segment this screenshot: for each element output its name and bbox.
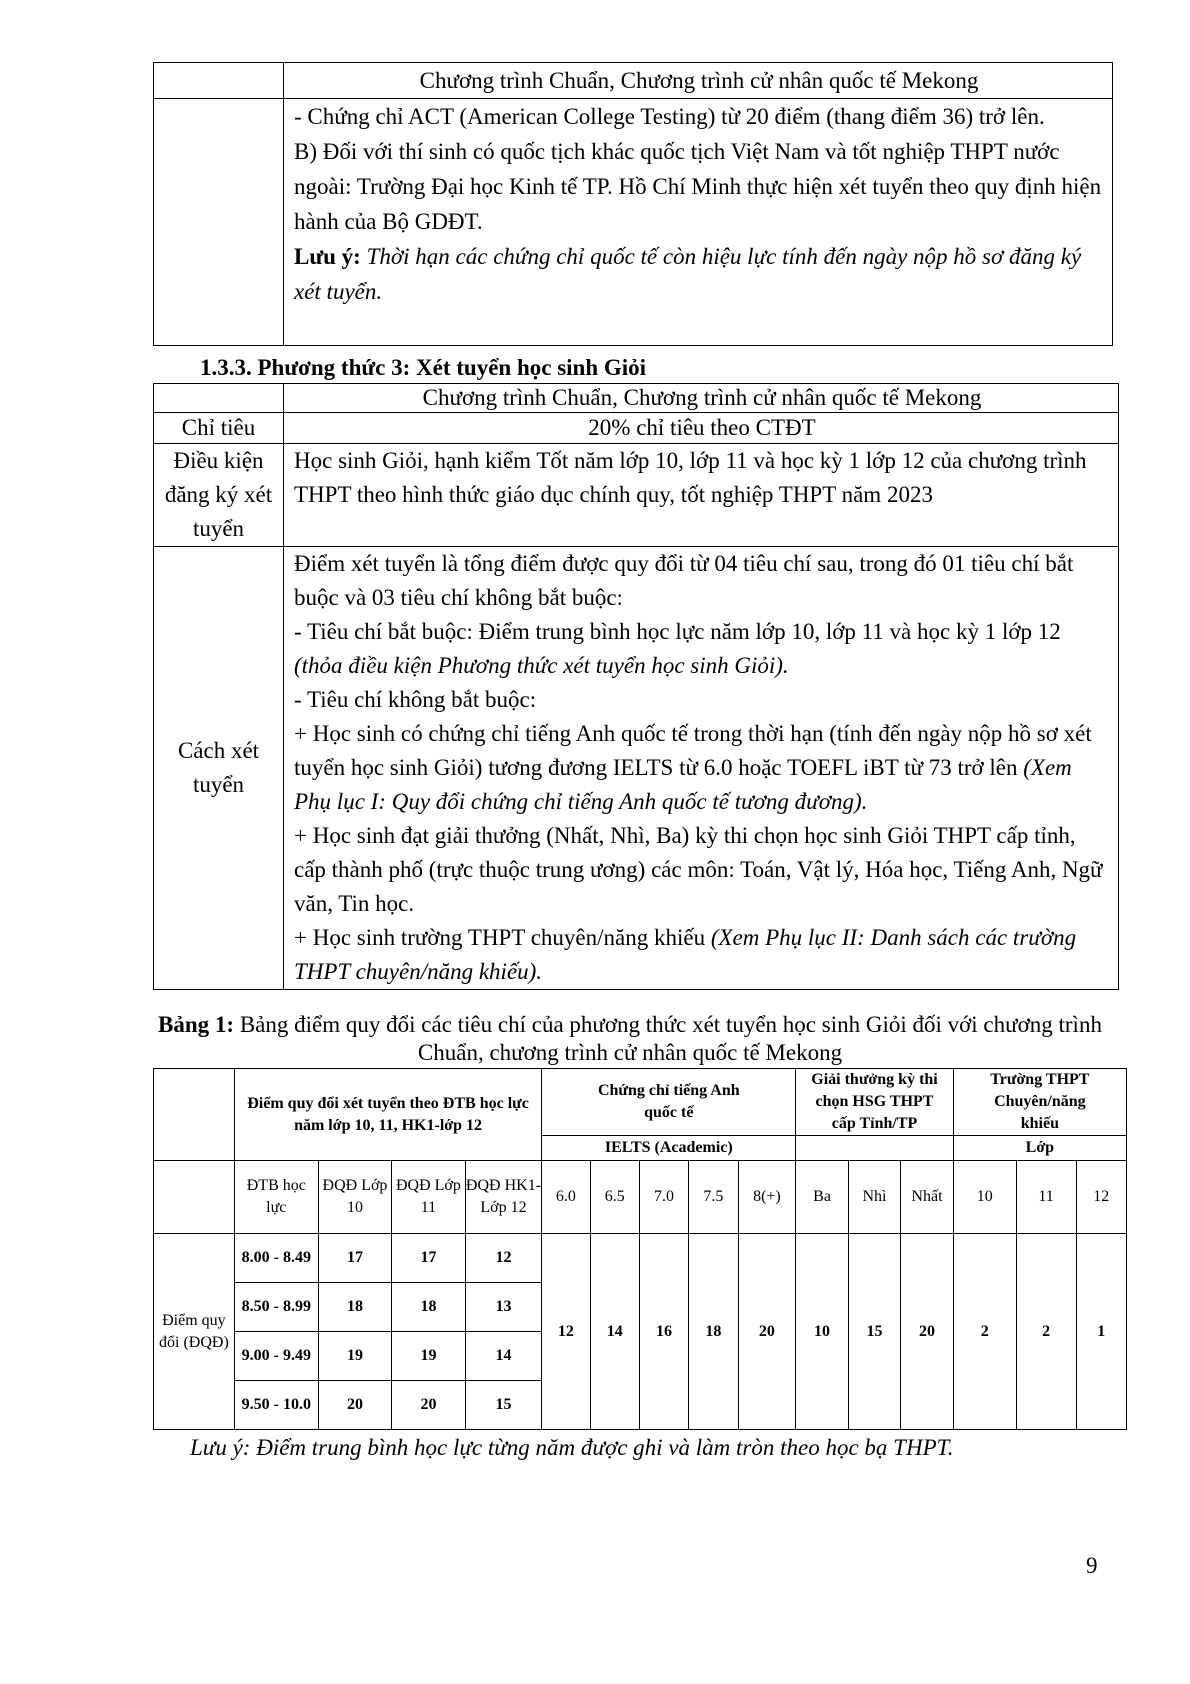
gpa-range: 8.50 - 8.99: [234, 1283, 318, 1332]
ielts-level: 6.5: [590, 1161, 639, 1234]
criteria-cell: [284, 99, 1113, 346]
ielts-point: 16: [639, 1234, 688, 1430]
gpa-hk1-point: 13: [465, 1283, 542, 1332]
method-intro: Điểm xét tuyển là tổng điểm được quy đổi từ 04 tiêu chí sau, trong đó 01 tiêu chí bắt buộc và 03 tiêu chí không bắt buộc:: [294, 551, 1074, 610]
ielts-point: 12: [542, 1234, 590, 1430]
program-header: Chương trình Chuẩn, Chương trình cử nhân quốc tế Mekong: [284, 384, 1119, 413]
gpa-range: 9.00 - 9.49: [234, 1332, 318, 1381]
optional-label: - Tiêu chí không bắt buộc:: [294, 687, 537, 712]
table-cell-empty: [154, 63, 284, 99]
award-point: 10: [796, 1234, 848, 1430]
table-row: [154, 1161, 1127, 1234]
required-criterion: [294, 615, 1110, 683]
method-label: Cách xét tuyển: [154, 547, 284, 990]
gpa-g11-point: 17: [392, 1234, 465, 1283]
school-level: 10: [953, 1161, 1016, 1234]
condition-label: Điều kiện đăng ký xét tuyển: [154, 444, 284, 547]
award-level: Nhất: [901, 1161, 953, 1234]
table-cell-empty: [154, 1161, 235, 1234]
school-criterion: [294, 921, 1110, 989]
ielts-point: 14: [590, 1234, 639, 1430]
table-caption: [150, 1011, 1110, 1067]
gpa-range: 8.00 - 8.49: [234, 1234, 318, 1283]
ielts-level: 7.5: [689, 1161, 738, 1234]
header-school-group: Trường THPT Chuyên/năng khiếu: [953, 1069, 1126, 1136]
admission-table-top: [153, 62, 1113, 346]
section-heading: 1.3.3. Phương thức 3: Xét tuyển học sinh Giỏi: [200, 355, 647, 380]
award-point: 20: [901, 1234, 953, 1430]
award-point: 15: [848, 1234, 900, 1430]
col-header-gpa: ĐTB học lực: [234, 1161, 318, 1234]
gpa-range: 9.50 - 10.0: [234, 1381, 318, 1430]
caption-label: Bảng 1:: [158, 1012, 235, 1037]
condition-text: Học sinh Giỏi, hạnh kiểm Tốt năm lớp 10, lớp 11 và học kỳ 1 lớp 12 của chương trình THPT theo hình thức giáo dục chính quy, tốt nghiệp THPT năm 2023: [284, 444, 1119, 547]
table-row: [154, 63, 1113, 99]
header-school-sub: Lớp: [953, 1136, 1126, 1161]
act-requirement: - Chứng chỉ ACT (American College Testing) từ 20 điểm (thang điểm 36) trở lên.: [294, 104, 1045, 129]
table-cell-empty: [154, 384, 284, 413]
footnote: Lưu ý: Điểm trung bình học lực từng năm được ghi và làm tròn theo học bạ THPT.: [190, 1435, 954, 1460]
header-ielts-sub: IELTS (Academic): [542, 1136, 796, 1161]
award-level: Ba: [796, 1161, 848, 1234]
gpa-hk1-point: 12: [465, 1234, 542, 1283]
method3-table: [153, 383, 1119, 990]
gpa-g11-point: 20: [392, 1381, 465, 1430]
table-row: [154, 1069, 1127, 1136]
ielts-text: + Học sinh có chứng chỉ tiếng Anh quốc tế trong thời hạn (tính đến ngày nộp hồ sơ xét tuyển học sinh Giỏi) tương đương IELTS từ 6.0 hoặc TOEFL iBT từ 73 trở lên: [294, 721, 1092, 780]
ielts-level: 6.0: [542, 1161, 590, 1234]
ielts-criterion: [294, 717, 1110, 819]
table-row: [154, 99, 1113, 346]
col-header-hk1: ĐQĐ HK1-Lớp 12: [465, 1161, 542, 1234]
school-level: 12: [1076, 1161, 1127, 1234]
school-point: 2: [953, 1234, 1016, 1430]
table-row: [154, 444, 1119, 547]
required-italic: (thỏa điều kiện Phương thức xét tuyển học sinh Giỏi).: [294, 653, 789, 678]
foreign-student-policy: B) Đối với thí sinh có quốc tịch khác quốc tịch Việt Nam và tốt nghiệp THPT nước ngoài: Trường Đại học Kinh tế TP. Hồ Chí Minh thực hiện xét tuyển theo quy định hiện hành của Bộ GDĐT.: [294, 139, 1102, 234]
gpa-g11-point: 18: [392, 1283, 465, 1332]
program-header: Chương trình Chuẩn, Chương trình cử nhân quốc tế Mekong: [284, 63, 1113, 99]
table-cell-empty: [154, 99, 284, 346]
ielts-point: 20: [738, 1234, 796, 1430]
quota-label: Chỉ tiêu: [154, 413, 284, 444]
table-cell-empty: [154, 1069, 235, 1161]
table-row: [154, 413, 1119, 444]
header-gpa-group: Điểm quy đổi xét tuyển theo ĐTB học lực năm lớp 10, 11, HK1-lớp 12: [234, 1069, 541, 1161]
col-header-g11: ĐQĐ Lớp 11: [392, 1161, 465, 1234]
note-text: Thời hạn các chứng chỉ quốc tế còn hiệu lực tính đến ngày nộp hồ sơ đăng ký xét tuyển.: [294, 244, 1082, 304]
ielts-level: 7.0: [639, 1161, 688, 1234]
note-label: Lưu ý:: [294, 244, 361, 269]
ielts-level: 8(+): [738, 1161, 796, 1234]
gpa-g11-point: 19: [392, 1332, 465, 1381]
ielts-point: 18: [689, 1234, 738, 1430]
caption-text: Bảng điểm quy đổi các tiêu chí của phương thức xét tuyển học sinh Giỏi đối với chương trình Chuẩn, chương trình cử nhân quốc tế Mekong: [239, 1012, 1102, 1065]
header-award-sub: [796, 1136, 953, 1161]
table-row: [154, 1234, 1127, 1283]
gpa-hk1-point: 15: [465, 1381, 542, 1430]
school-level: 11: [1016, 1161, 1076, 1234]
method-details: [284, 547, 1119, 990]
row-label: Điểm quy đổi (ĐQĐ): [154, 1234, 235, 1430]
school-point: 2: [1016, 1234, 1076, 1430]
school-point: 1: [1076, 1234, 1127, 1430]
header-cert-group: Chứng chỉ tiếng Anh quốc tế: [542, 1069, 796, 1136]
gpa-g10-point: 17: [318, 1234, 391, 1283]
page-number: 9: [1086, 1553, 1098, 1578]
header-award-group: Giải thưởng kỳ thi chọn HSG THPT cấp Tỉnh/TP: [796, 1069, 953, 1136]
award-level: Nhì: [848, 1161, 900, 1234]
conversion-table: [153, 1068, 1127, 1430]
certificate-note: [294, 239, 1104, 309]
table-row: [154, 547, 1119, 990]
col-header-g10: ĐQĐ Lớp 10: [318, 1161, 391, 1234]
gpa-g10-point: 18: [318, 1283, 391, 1332]
required-text: - Tiêu chí bắt buộc: Điểm trung bình học lực năm lớp 10, lớp 11 và học kỳ 1 lớp 12: [294, 619, 1061, 644]
quota-value: 20% chỉ tiêu theo CTĐT: [284, 413, 1119, 444]
table-row: [154, 384, 1119, 413]
gpa-g10-point: 19: [318, 1332, 391, 1381]
gpa-g10-point: 20: [318, 1381, 391, 1430]
school-italic: (Xem Phụ lục II: Danh sách các trường THPT chuyên/năng khiếu).: [294, 925, 1077, 984]
gpa-hk1-point: 14: [465, 1332, 542, 1381]
school-text: + Học sinh trường THPT chuyên/năng khiếu: [294, 925, 706, 950]
award-criterion: + Học sinh đạt giải thưởng (Nhất, Nhì, Ba) kỳ thi chọn học sinh Giỏi THPT cấp tỉnh, cấp thành phố (trực thuộc trung ương) các môn: Toán, Vật lý, Hóa học, Tiếng Anh, Ngữ văn, Tin học.: [294, 823, 1103, 916]
ielts-italic: (Xem Phụ lục I: Quy đổi chứng chỉ tiếng Anh quốc tế tương đương).: [294, 755, 1072, 814]
